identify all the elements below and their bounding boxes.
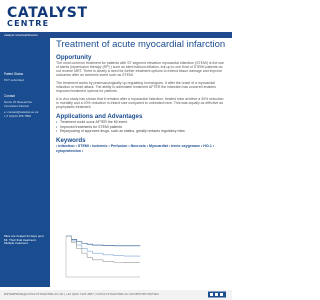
main-content (56, 40, 226, 154)
advantage-item: • Repurposing of approved drugs, such as statins, greatly reduces regulatory risks (60, 129, 226, 133)
advantage-item: • Improved treatments for STEMI patients (60, 125, 226, 129)
opportunity-heading: Opportunity (56, 53, 92, 61)
advantage-item: • Treatment could occur AFTER the MI event (60, 120, 226, 124)
opportunity-paragraph-3: A in vivo study has shown that it remains after a myocardial infarction, treated mice achieve a 30% reduction in mortality and a 20% reduction in infarct size compared to untreated mice. This was equally as effective as prophylactic treatment. (56, 96, 224, 110)
footer-contact[interactable]: ENTERPRISE@CATALYSTCENTRE.AC.UK | +44 (0)20 7123 4567 | CATALYSTCENTRE.AC.UK/OPPORTUNITIES (4, 292, 159, 296)
chart-series-line-1 (66, 236, 140, 246)
contact-title: Innovation Director (4, 104, 30, 108)
page-title: Treatment of acute myocardial infarction (56, 39, 226, 50)
chart-axes (66, 236, 140, 277)
survival-chart (60, 233, 144, 283)
header (0, 0, 232, 34)
contact-phone[interactable]: t: 0 (0)123 456 7890 (4, 114, 32, 118)
footer-logo-icon (208, 291, 226, 298)
contact-name: Name Of Researcher (4, 100, 33, 104)
advantages-list (56, 120, 226, 133)
patent-status-value: PCT submitted (4, 78, 24, 82)
keywords-list: • infarction • STEMI • Ischemic • Perfusion • Necrosis • Myocardial • heme oxygenase • HO-1 • cytoprotection • (56, 144, 215, 153)
contact-email[interactable]: e: contact@catalyst.ac.uk (4, 110, 39, 114)
chart-series-line-2 (66, 236, 140, 257)
opportunity-paragraph-2: The treatment works by pharmacologically up-regulating homologues. It after the onset of a myocardial infarction or heart attack. The ability to administer treatment AFTER the infarction has occurred enables improved treatment options for patients. (56, 80, 216, 94)
keywords-heading: Keywords (56, 137, 86, 145)
sidebar (0, 38, 50, 287)
footer (0, 290, 232, 300)
figure-caption: Mice are treated 24 days post MI. Their final treatment. Multiple treatment. (4, 234, 44, 246)
applications-heading: Applications and Advantages (56, 113, 143, 121)
contact-label: Contact (4, 94, 15, 98)
opportunity-paragraph-1: The most common treatment for patients with ST segment elevation myocardial infarction (STEMI) is the use of stents (reperfusion therapy (RP) ) such as stent balloon inflation, but up to one third of STEMI patients do not receive MRT. There is clearly a need for further treatment options to extend tissue damage and improve outcomes after an ischemic event such as STEMI. (56, 60, 225, 78)
logo-catalyst[interactable]: CATALYST (7, 5, 88, 21)
nav-link[interactable]: catalyst.ncsuhealthcentre (4, 33, 38, 37)
logo-centre: CENTRE (7, 19, 50, 28)
patent-status-label: Patent Status (4, 72, 24, 76)
chart-series-line-3 (66, 236, 140, 263)
